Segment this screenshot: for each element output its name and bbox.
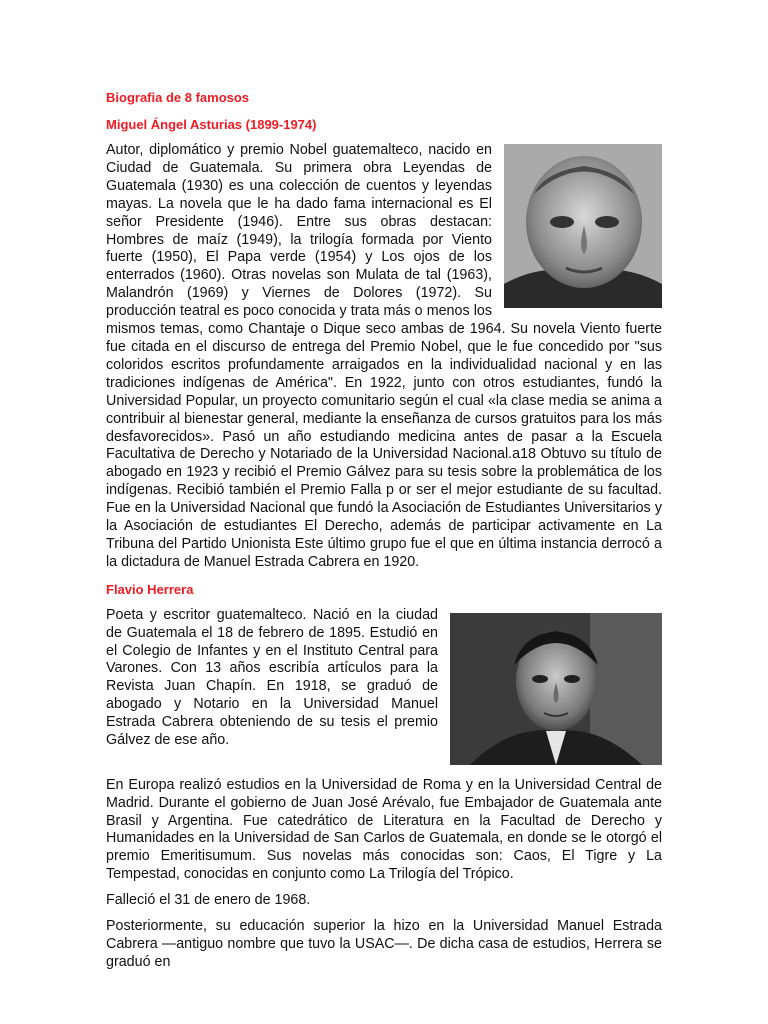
- herrera-death-paragraph: Falleció el 31 de enero de 1968.: [106, 892, 311, 909]
- asturias-bio-paragraph: Autor, diplomático y premio Nobel guatemalteco, nacido en Ciudad de Guatemala. Su primera obra Leyendas de Guatemala (1930) es una colección de cuentos y leyendas mayas. La novela que le ha dado fama internacional es El señor Presidente (1946). Entre sus obras destacan: Hombres de maíz (1949), la trilogía formada por Viento fuerte (1950), El Papa verde (1954) y Los ojos de los enterrados (1960). Otras novelas son Mulata de tal (1963), Malandrón (1969) y Viernes de Dolores (1972). Su producción teatral es poco conocida y trata más o menos los mismos temas, como Chantaje o Dique seco ambas de 1964. Su novela Viento fuerte fue citada en el discurso de entrega del Premio Nobel, que le fue concedido por "sus coloridos escritos profundamente arraigados en la individualidad nacional y en las tradiciones indígenas de América". En 1922, junto con otros estudiantes, fundó la Universidad Popular, un proyecto comunitario según el cual «la clase media se anima a contribuir al bienestar general, mediante la enseñanza de cursos gratuitos para los más desfavorecidos». Pasó un año estudiando medicina antes de pasar a la Escuela Facultativa de Derecho y Notariado de la Universidad Nacional.a18 Obtuvo su título de abogado en 1923 y recibió el Premio Gálvez para su tesis sobre la problemática de los indígenas. Recibió también el Premio Falla p or ser el mejor estudiante de su facultad. Fue en la Universidad Nacional que fundó la Asociación de Estudiantes Universitarios y la Asociación de estudiantes El Derecho, además de participar activamente en La Tribuna del Partido Unionista Este último grupo fue el que en última instancia derrocó a la dictadura de Manuel Estrada Cabrera en 1920.: [106, 142, 662, 570]
- document-title: Biografia de 8 famosos: [106, 90, 250, 105]
- herrera-bio-paragraph-1: Poeta y escritor guatemalteco. Nació en la ciudad de Guatemala el 18 de febrero de 1895. Estudió en el Colegio de Infantes y en el Instituto Central para Varones. Con 13 años escribía artículos para la Revista Juan Chapín. En 1918, se graduó de abogado y Notario en la Universidad Manuel Estrada Cabrera obteniendo de su tesis el premio Gálvez de ese año.: [106, 606, 438, 749]
- person-heading-herrera: Flavio Herrera: [106, 581, 194, 597]
- herrera-bio-paragraph-2: En Europa realizó estudios en la Universidad de Roma y en la Universidad Central de Madrid. Durante el gobierno de Juan José Arévalo, fue Embajador de Guatemala ante Brasil y Argentina. Fue catedrático de Literatura en la Facultad de Derecho y Humanidades en la Universidad de San Carlos de Guatemala, en donde se le otorgó el premio Emeritisumum. Sus novelas más conocidas son: Caos, El Tigre y La Tempestad, conocidas en conjunto como La Trilogía del Trópico.: [106, 776, 662, 883]
- portrait-herrera: [450, 613, 662, 765]
- portrait-asturias-illustration: [504, 144, 662, 308]
- portrait-herrera-illustration: [450, 613, 662, 765]
- portrait-asturias: [504, 144, 662, 308]
- person-heading-asturias: Miguel Ángel Asturias (1899-1974): [106, 117, 317, 132]
- herrera-education-paragraph: Posteriormente, su educación superior la hizo en la Universidad Manuel Estrada Cabrera —antiguo nombre que tuvo la USAC—. De dicha casa de estudios, Herrera se graduó en: [106, 918, 662, 970]
- document-page: [106, 89, 662, 972]
